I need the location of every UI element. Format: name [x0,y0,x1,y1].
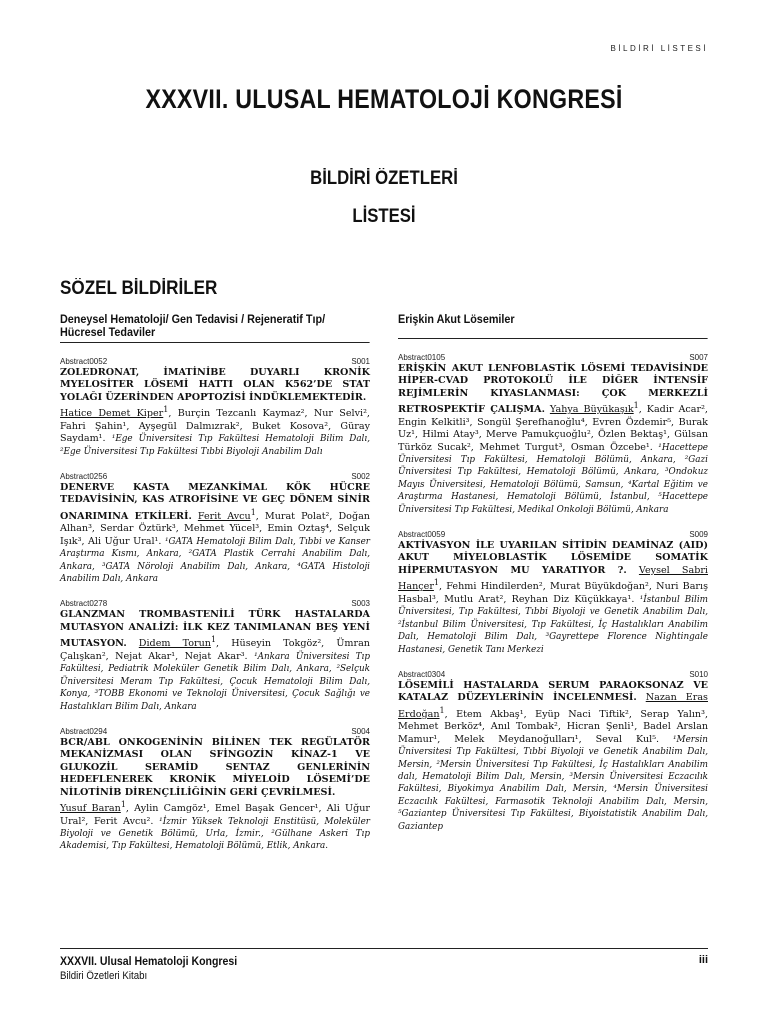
abstract-affiliation: ¹Mersin Üniversitesi Tıp Fakültesi, Tıbbi Biyoloji ve Genetik Anabilim Dalı, Mersin, ²Mersin Üniversitesi Tıp Fakültesi, İç Hastalıkları Anabilim dalı, Hematoloji Bilim Dalı, Mersin, ³Mersin Üniversitesi Eczacılık Fakültesi, Biyokimya Anabilim Dalı, Mersin, ⁴Mersin Üniversitesi Eczacılık Fakültesi, Farmasotik Teknoloji Anabilim Dalı, Mersin, ⁵Gaziantep Üniversitesi Tıp Fakültesi, Biyoistatistik Anabilim Dalı, Gaziantep [398,734,708,832]
abstract-code: S010 [689,669,708,679]
left-column-heading: Deneysel Hematoloji/ Gen Tedavisi / Rejeneratif Tıp/ Hücresel Tedaviler [60,313,370,343]
abstract-title: GLANZMAN TROMBASTENİLİ TÜRK HASTALARDA MUTASYON ANALİZİ: İLK KEZ TANIMLANAN BEŞ YENİ MUTASYON. [60,609,370,650]
abstract-authors [60,609,370,712]
abstract-title: ERİŞKİN AKUT LENFOBLASTİK LÖSEMİ TEDAVİSİNDE HİPER-CVAD PROTOKOLÜ İLE DİĞER İNTENSİF REJİMLERİN KIYASLANMASI: ÇOK MERKEZLİ RETROSPEKTİF ÇALIŞMA. [398,363,708,416]
abstract-title: AKTİVASYON İLE UYARILAN SİTİDİN DEAMİNAZ (AID) AKUT MİYELOBLASTİK LÖSEMİDE SOMATİK HİPERMUTASYON MU YARATIYOR ?. [398,540,708,576]
footer-book-name: Bildiri Özetleri Kitabı [60,970,148,982]
abstract-id: Abstract0294 [60,726,108,736]
right-column [398,313,708,833]
footer-rule [60,948,708,949]
abstract-authors [60,482,370,585]
presenter-sup: 1 [439,705,445,715]
abstract-code: S007 [689,353,708,362]
presenter-sup: 1 [433,578,439,588]
author-list: , Kadir Acar², Engin Kelkitli³, Songül Şerefhanoğlu⁴, Evren Özdemir⁵, Burak Uz¹, Hilmi Atay³, Merve Pamukçuoğlu², Özlen Bektaş¹, Gülsan Türköz Sucak², Mehmet Turgut³, Osman Özcebe¹. [398,404,708,453]
abstract-affiliation: ¹Ege Üniversitesi Tıp Fakültesi Hematoloji Bilim Dalı, ²Ege Üniversitesi Tıp Fakültesi Tıbbi Biyoloji Anabilim Dalı [60,434,370,457]
page-subtitle [46,160,722,236]
abstract-authors [398,363,708,516]
presenter-sup: 1 [210,635,217,645]
abstract-item [60,472,370,585]
abstract-id: Abstract0256 [60,472,108,482]
abstract-id: Abstract0105 [398,353,446,362]
abstract-meta [60,472,370,481]
abstract-meta [60,599,370,608]
page-label: BİLDİRİ LİSTESİ [610,44,708,53]
abstract-item [398,353,708,516]
abstract-code: S004 [351,726,370,736]
abstract-meta [398,670,708,679]
abstract-affiliation: ¹GATA Hematoloji Bilim Dalı, Tıbbi ve Kanser Araştırma Kısmı, Ankara, ²GATA Plastik Cerrahi Anabilim Dalı, Ankara, ³GATA Nöroloji Anabilim Dalı, Ankara, ⁴GATA Histoloji Anabilim Dalı, Ankara [60,536,370,585]
abstract-item [398,670,708,833]
abstract-item [398,530,708,656]
abstract-code: S002 [351,472,370,482]
footer-congress-name: XXXVII. Ulusal Hematoloji Kongresi [60,954,238,968]
author-list: , Fehmi Hindilerden², Murat Büyükdoğan², Nuri Barış Hasbal³, Mutlu Arat², Reyhan Diz Küçükkaya¹. [398,581,708,605]
author-list: , Burçin Tezcanlı Kaymaz², Nur Selvi², Fahri Şahin¹, Ayşegül Dalmızrak², Buket Kosova², Güray Saydam¹. [60,408,370,445]
author-list: , Hüseyin Tokgöz², Ümran Çalışkan², Nejat Akar¹, Nejat Akar³. [60,638,370,662]
abstract-title: BCR/ABL ONKOGENİNİN BİLİNEN TEK REGÜLATÖR MEKANİZMASI OLAN SFİNGOZİN KİNAZ-1 VE GLUKOZİL SERAMİD SENTAZ GENLERİNİN HEDEFLENEREK KRONİK MİYELOİD LÖSEMİ’DE NİLOTİNİB DİRENÇLİLİĞİNİN GERİ ÇEVRİLMESİ. [60,736,370,798]
right-column-heading: Erişkin Akut Lösemiler [398,313,708,339]
presenter-sup: 1 [250,507,256,517]
page-title: XXXVII. ULUSAL HEMATOLOJİ KONGRESİ [145,84,623,114]
abstract-title: DENERVE KASTA MEZANKİMAL KÖK HÜCRE TEDAVİSİNİN, KAS ATROFİSİNE VE GEÇ DÖNEM SİNİR ONARIMINA ETKİLERİ. [60,482,370,523]
abstract-code: S001 [351,357,370,366]
section-title: SÖZEL BİLDİRİLER [60,278,218,299]
abstract-title: LÖSEMİLİ HASTALARDA SERUM PARAOKSONAZ VE KATALAZ DÜZEYLERİNİN İNCELENMESİ. [398,679,708,704]
abstract-item [60,599,370,712]
page-number: iii [698,954,708,966]
abstract-meta [60,357,370,366]
abstract-title: ZOLEDRONAT, İMATİNİBE DUYARLI KRONİK MYELOSİTER LÖSEMİ HATTI OLAN K562’DE STAT YOLAĞI ÜZERİNDEN APOPTOZİSİ İNDÜKLEMEKTEDİR. [60,367,370,403]
abstract-affiliation: ¹Ankara Üniversitesi Tıp Fakültesi, Pediatrik Moleküler Genetik Bilim Dalı, Ankara, ²Selçuk Üniversitesi Meram Tıp Fakültesi, Çocuk Hematoloji Bilim Dalı, Konya, ³TOBB Ekonomi ve Teknoloji Üniversitesi, Çocuk Sağlığı ve Hastalıkları Bilim Dalı, Ankara [60,651,370,712]
author-list: , Aylin Camgöz¹, Emel Başak Gencer¹, Ali Uğur Ural², Ferit Avcu². [60,803,370,827]
abstract-code: S009 [689,530,708,540]
abstract-affiliation: ¹Hacettepe Üniversitesi Tıp Fakültesi, Hematoloji Bölümü, Ankara, ²Gazi Üniversitesi Tıp Fakültesi, Hematoloji Bölümü, Ankara, ³Ondokuz Mayıs Üniversitesi, Hematoloji Bölümü, Samsun, ⁴Kartal Eğitim ve Araştırma Hastanesi, Hematoloji Bölümü, İstanbul, ⁵Hacettepe Üniversitesi Tıp Fakültesi, Medikal Onkoloji Bölümü, Ankara [398,442,708,515]
presenter-sup: 1 [163,405,169,415]
presenter-name: Veysel Sabri Hançer [398,564,709,593]
presenter-sup: 1 [120,799,126,809]
abstract-id: Abstract0059 [398,530,446,540]
abstract-meta [398,530,708,539]
abstract-meta [398,353,708,362]
abstract-authors [60,799,370,853]
left-column [60,313,370,853]
abstract-id: Abstract0052 [60,357,108,366]
presenter-sup: 1 [633,401,639,411]
abstract-code: S003 [351,599,370,609]
abstract-authors [398,540,708,656]
subtitle-line-2: LİSTESİ [352,206,416,227]
presenter-name: Yusuf Baran [60,803,121,815]
presenter-name: Ferit Avcu [197,511,251,523]
abstract-authors [60,404,370,458]
abstract-id: Abstract0278 [60,599,108,609]
abstract-item [60,727,370,853]
presenter-name: Hatice Demet Kiper [60,408,164,420]
author-list: , Etem Akbaş¹, Eyüp Naci Tiftik², Serap Yalın³, Mehmet Berköz⁴, Anıl Tombak², Hicran Şenli¹, Badel Arslan Mamur¹, Melek Meydanoğulları¹, Seval Kul⁵. [398,708,708,745]
presenter-name: Didem Torun [138,638,211,650]
abstract-item [60,357,370,458]
abstract-meta [60,727,370,736]
abstract-affiliation: ¹İstanbul Bilim Üniversitesi, Tıp Fakültesi, Tıbbi Biyoloji ve Genetik Anabilim Dalı, ²İstanbul Bilim Üniversitesi, Tıp Fakültesi, İç Hastalıkları Anabilim Dalı, Hematoloji Bilim Dalı, ³Gayrettepe Florence Nightingale Hastanesi, Genetik Tanı Merkezi [398,594,708,655]
subtitle-line-1: BİLDİRİ ÖZETLERİ [310,168,458,189]
author-list: , Murat Polat², Doğan Alhan³, Serdar Öztürk³, Mehmet Yücel³, Emin Oztaş⁴, Selçuk Işık³, Ali Uğur Ural¹. [60,511,370,547]
abstract-affiliation: ¹İzmir Yüksek Teknoloji Enstitüsü, Moleküler Biyoloji ve Genetik Bölümü, Urla, İzmir., ²Gülhane Askeri Tıp Akademisi, Tıp Fakültesi, Hematoloji Bölümü, Etlik, Ankara. [60,816,371,852]
presenter-name: Yahya Büyükaşık [549,404,634,416]
abstract-authors [398,680,708,833]
presenter-name: Nazan Eras Erdoğan [398,692,708,720]
abstract-id: Abstract0304 [398,669,446,679]
